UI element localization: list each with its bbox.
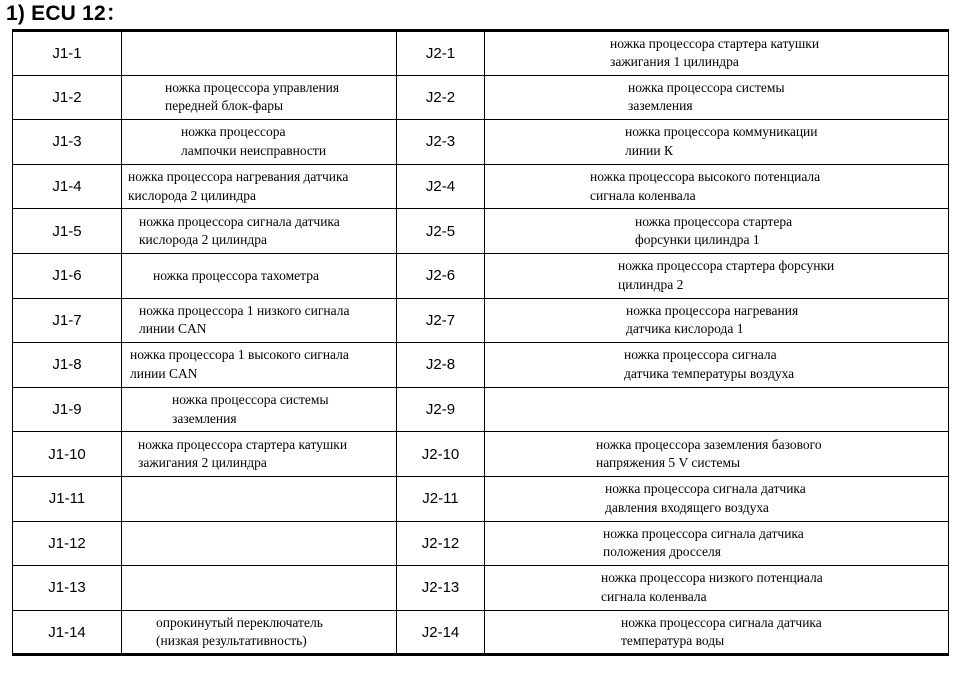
table-row [13, 164, 949, 209]
right-pin-id: J2-12 [421, 534, 460, 552]
left-pin-id: J1-1 [52, 44, 82, 62]
section-title: 1) ECU 12： [6, 2, 128, 25]
left-pin-id-cell [13, 432, 122, 477]
right-pin-id: J2-13 [421, 579, 460, 597]
left-pin-id: J1-2 [52, 88, 82, 106]
left-pin-function: ножка процессора нагревания датчика кислорода 2 цилиндра [128, 169, 349, 203]
right-pin-function-cell [485, 120, 949, 165]
right-pin-id-cell [397, 343, 485, 388]
right-pin-id: J2-7 [425, 311, 456, 329]
left-pin-id-cell [13, 31, 122, 76]
right-pin-function: ножка процессора сигнала датчика давления входящего воздуха [605, 481, 806, 515]
right-pin-id-cell [397, 253, 485, 298]
left-pin-id: J1-8 [52, 356, 82, 374]
table-row [13, 432, 949, 477]
right-pin-function-cell [485, 566, 949, 611]
left-pin-id-cell [13, 209, 122, 254]
left-pin-function-cell [122, 566, 397, 611]
left-pin-function-cell [122, 476, 397, 521]
right-pin-function-cell [485, 476, 949, 521]
right-pin-function: ножка процессора стартера катушки зажигания 1 цилиндра [610, 35, 820, 70]
left-pin-id-cell [13, 164, 122, 209]
table-row [13, 566, 949, 611]
table-row [13, 253, 949, 298]
left-pin-function: ножка процессора лампочки неисправности [181, 124, 327, 158]
left-pin-function-cell [122, 432, 397, 477]
left-pin-id: J1-5 [52, 222, 82, 240]
right-pin-function-cell [485, 432, 949, 477]
left-pin-id: J1-9 [52, 401, 82, 419]
left-pin-id: J1-14 [48, 623, 86, 641]
right-pin-function: ножка процессора нагревания датчика кислорода 1 [626, 302, 799, 337]
right-pin-function: ножка процессора сигнала датчика положения дросселя [603, 525, 804, 560]
left-pin-function-cell [122, 610, 397, 655]
right-pin-id-cell [397, 164, 485, 209]
table-row [13, 476, 949, 521]
right-pin-id: J2-9 [425, 401, 456, 419]
right-pin-id: J2-10 [421, 445, 460, 463]
left-pin-function-cell [122, 164, 397, 209]
right-pin-id-cell [397, 75, 485, 120]
right-pin-id-cell [397, 298, 485, 343]
left-pin-function-cell [122, 120, 397, 165]
right-pin-id: J2-6 [425, 267, 456, 285]
right-pin-id-cell [397, 521, 485, 566]
left-pin-id-cell [13, 343, 122, 388]
right-pin-id: J2-2 [425, 88, 456, 106]
right-pin-id-cell [397, 31, 485, 76]
table-row [13, 120, 949, 165]
right-pin-id: J2-3 [425, 133, 456, 151]
right-pin-function-cell [485, 387, 949, 432]
right-pin-function-cell [485, 164, 949, 209]
table-row [13, 521, 949, 566]
left-pin-id: J1-10 [48, 445, 86, 463]
left-pin-function-cell [122, 75, 397, 120]
right-pin-function-cell [485, 31, 949, 76]
left-pin-function-cell [122, 209, 397, 254]
left-pin-id-cell [13, 476, 122, 521]
table-row [13, 31, 949, 76]
left-pin-id-cell [13, 298, 122, 343]
right-pin-id-cell [397, 120, 485, 165]
left-pin-function: ножка процессора 1 низкого сигнала линии CAN [139, 302, 350, 337]
right-pin-function-cell [485, 298, 949, 343]
right-pin-function: ножка процессора высокого потенциала сигнала коленвала [590, 169, 821, 203]
table-row [13, 298, 949, 343]
table-row [13, 343, 949, 388]
right-pin-function: ножка процессора коммуникации линии К [625, 124, 818, 158]
left-pin-id-cell [13, 387, 122, 432]
right-pin-id: J2-8 [425, 356, 456, 374]
left-pin-id-cell [13, 521, 122, 566]
right-pin-id-cell [397, 387, 485, 432]
left-pin-function: ножка процессора тахометра [153, 267, 319, 283]
left-pin-id: J1-12 [48, 534, 86, 552]
right-pin-function-cell [485, 610, 949, 655]
pin-table-body [13, 31, 949, 655]
left-pin-id-cell [13, 253, 122, 298]
right-pin-function-cell [485, 253, 949, 298]
left-pin-function: ножка процессора управления передней блок-фары [165, 79, 340, 114]
right-pin-id-cell [397, 476, 485, 521]
left-pin-function: ножка процессора системы заземления [172, 392, 329, 426]
left-pin-id: J1-4 [52, 178, 82, 196]
right-pin-function: ножка процессора сигнала датчика температуры воздуха [624, 347, 795, 381]
right-pin-function-cell [485, 343, 949, 388]
left-pin-id: J1-3 [52, 133, 82, 151]
left-pin-id-cell [13, 610, 122, 655]
table-row [13, 610, 949, 655]
ecu-pin-table [12, 29, 949, 656]
right-pin-id-cell [397, 566, 485, 611]
left-pin-function-cell [122, 343, 397, 388]
right-pin-function: ножка процессора стартера форсунки цилиндра 1 [635, 213, 793, 248]
right-pin-function: ножка процессора системы заземления [628, 79, 785, 114]
right-pin-id: J2-5 [425, 222, 456, 240]
left-pin-function: ножка процессора сигнала датчика кислорода 2 цилиндра [139, 213, 340, 248]
right-pin-id: J2-11 [422, 490, 459, 508]
right-pin-function-cell [485, 209, 949, 254]
left-pin-id: J1-6 [52, 267, 82, 285]
right-pin-function: ножка процессора низкого потенциала сигнала коленвала [601, 570, 823, 604]
right-pin-function: ножка процессора стартера форсунки цилиндра 2 [618, 258, 835, 292]
right-pin-id: J2-1 [425, 44, 456, 62]
left-pin-id: J1-7 [52, 311, 82, 329]
right-pin-function-cell [485, 521, 949, 566]
left-pin-function-cell [122, 253, 397, 298]
left-pin-id: J1-11 [48, 490, 86, 508]
left-pin-id-cell [13, 120, 122, 165]
right-pin-id-cell [397, 610, 485, 655]
left-pin-function: ножка процессора 1 высокого сигнала линии CAN [130, 347, 349, 381]
right-pin-id: J2-14 [421, 623, 460, 641]
left-pin-function-cell [122, 521, 397, 566]
left-pin-id: J1-13 [48, 579, 86, 597]
table-row [13, 209, 949, 254]
right-pin-id-cell [397, 432, 485, 477]
right-pin-function-cell [485, 75, 949, 120]
table-row [13, 387, 949, 432]
left-pin-function-cell [122, 31, 397, 76]
right-pin-id: J2-4 [425, 178, 456, 196]
left-pin-function: ножка процессора стартера катушки зажигания 2 цилиндра [138, 436, 348, 471]
right-pin-id-cell [397, 209, 485, 254]
right-pin-function: ножка процессора заземления базового напряжения 5 V системы [596, 436, 822, 471]
left-pin-id-cell [13, 75, 122, 120]
left-pin-function-cell [122, 387, 397, 432]
table-row [13, 75, 949, 120]
left-pin-function: опрокинутый переключатель (низкая результативность) [156, 614, 323, 649]
right-pin-function: ножка процессора сигнала датчика температура воды [621, 614, 822, 649]
left-pin-id-cell [13, 566, 122, 611]
left-pin-function-cell [122, 298, 397, 343]
